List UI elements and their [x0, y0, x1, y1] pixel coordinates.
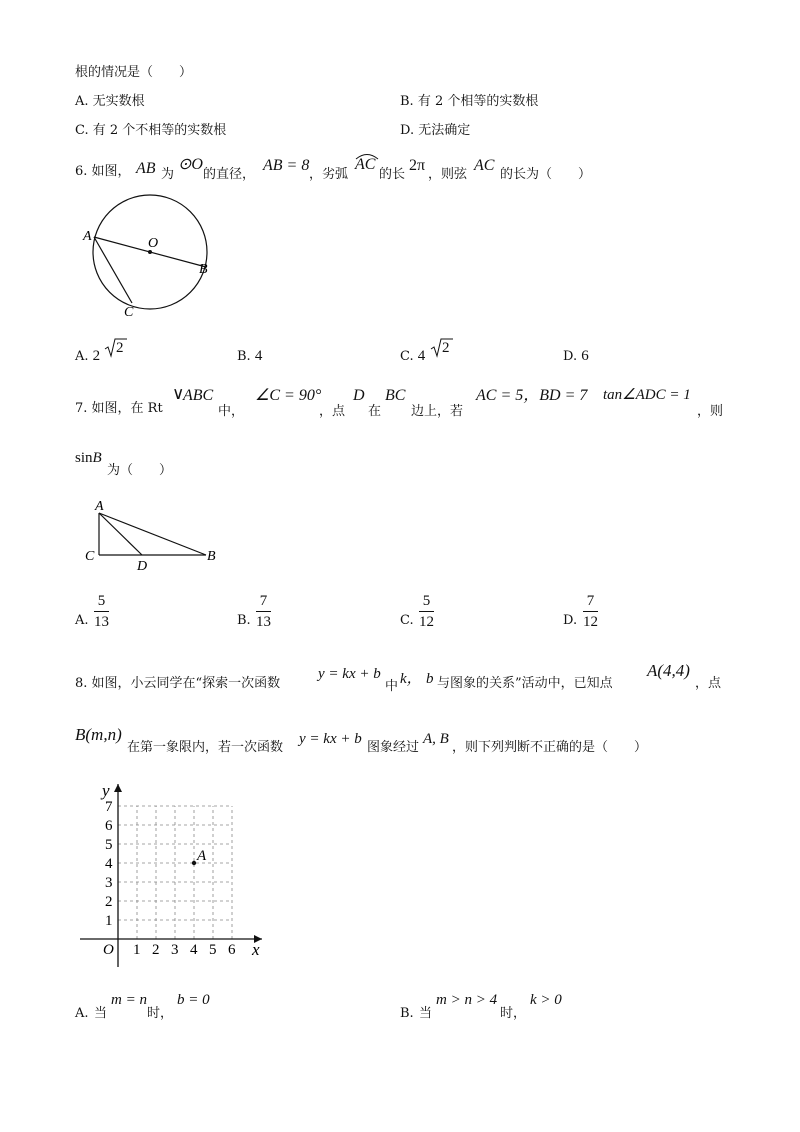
- y-tick-label: 2: [105, 894, 113, 910]
- q7-ac-bd: AC = 5，BD = 7: [476, 387, 588, 404]
- q7-option-a-fraction: 5 13: [94, 593, 109, 630]
- q6-option-d: D. 6: [563, 348, 589, 364]
- q7-option-d-label: D.: [563, 613, 578, 628]
- y-tick-label: 1: [105, 913, 113, 929]
- y-tick-label: 4: [105, 856, 113, 872]
- q7-option-b-fraction: 7 13: [256, 593, 271, 630]
- y-tick-label: 3: [105, 875, 113, 891]
- q8-option-a-pre: 当: [94, 1006, 108, 1021]
- x-tick-label: 2: [152, 942, 160, 958]
- y-tick-label: 7: [105, 799, 113, 815]
- q8-line1-b: 与图象的关系”活动中，已知点: [437, 676, 613, 691]
- q5-option-a: [75, 95, 145, 108]
- option-label: D.: [400, 123, 415, 138]
- label-a: A: [95, 499, 104, 514]
- q7-zai: 在: [368, 404, 382, 419]
- q7-dian: ，点: [319, 404, 346, 419]
- q8-line1-a: 8. 如图，小云同学在“探索一次函数: [75, 676, 281, 691]
- segment-ad: [99, 513, 142, 555]
- q6-circle-o: ⊙O: [178, 156, 203, 173]
- q8-k: k，: [400, 671, 422, 687]
- label-c: C: [124, 305, 134, 320]
- option-text: 有 2 个相等的实数根: [417, 94, 539, 109]
- q6-wei: 为: [161, 167, 175, 182]
- q7-option-d-fraction: 7 12: [583, 593, 598, 630]
- q8-option-b-result: k > 0: [530, 992, 562, 1008]
- option-text: 无法确定: [418, 123, 471, 138]
- q6-circle-figure: [82, 185, 222, 325]
- q7-triangle-figure: [82, 498, 232, 578]
- point-a-label: A: [197, 848, 207, 864]
- option-label: A.: [75, 94, 89, 109]
- point-a-dot: [192, 861, 196, 865]
- q6-stem-tail: 的长为（ ）: [500, 167, 592, 182]
- q7-option-b-label: B.: [237, 613, 251, 628]
- label-b: B: [199, 262, 208, 277]
- q8-b: b: [426, 671, 434, 687]
- q6-option-b: B. 4: [237, 348, 263, 364]
- q8-option-a-condition: m = n: [111, 992, 147, 1008]
- y-tick-label: 6: [105, 818, 113, 834]
- q8-coordinate-grid: [80, 775, 280, 975]
- q5-option-b: [400, 95, 538, 108]
- q7-option-a-label: A.: [75, 613, 89, 628]
- q8-line2-b: 图象经过: [367, 740, 420, 755]
- q7-sinb: sinB: [75, 450, 102, 466]
- q8-line2-c: ，则下列判断不正确的是（ ）: [452, 740, 648, 755]
- x-tick-label: 6: [228, 942, 236, 958]
- option-label: C.: [75, 123, 89, 138]
- q7-number: 7. 如图，在 Rt: [75, 401, 163, 416]
- q6-option-c: C. 4: [400, 348, 426, 364]
- q5-option-c: [75, 124, 226, 137]
- option-text: 无实数根: [92, 94, 145, 109]
- q7-tan: tan∠ADC = 1: [603, 387, 691, 403]
- q7-option-c-fraction: 5 12: [419, 593, 434, 630]
- label-b: B: [207, 549, 216, 564]
- label-a: A: [83, 229, 92, 244]
- label-c: C: [85, 549, 95, 564]
- y-axis-arrow-icon: [114, 784, 122, 792]
- origin-label: O: [103, 942, 114, 958]
- x-tick-label: 4: [190, 942, 198, 958]
- q6-diameter-text: 的直径，: [203, 167, 256, 182]
- y-axis-label: y: [102, 781, 110, 800]
- label-o: O: [148, 236, 159, 251]
- x-tick-label: 5: [209, 942, 217, 958]
- q8-function: y = kx + b: [318, 666, 381, 682]
- q8-point-b: B(m,n): [75, 725, 122, 744]
- q8-function-2: y = kx + b: [299, 731, 362, 747]
- q5-stem-tail: 根的情况是（ ）: [75, 65, 193, 80]
- y-tick-label: 5: [105, 837, 113, 853]
- q6-two-pi: 2π: [409, 157, 426, 174]
- arc-mark-icon: [355, 152, 379, 160]
- q8-line2-a: 在第一象限内，若一次函数: [127, 740, 284, 755]
- q6-ab-equals: AB = 8: [263, 157, 310, 174]
- q8-dian: ，点: [695, 676, 722, 691]
- q8-option-b-pre: 当: [419, 1006, 433, 1021]
- x-tick-label: 3: [171, 942, 179, 958]
- q6-chord-ac: AC: [474, 157, 495, 174]
- option-label: B.: [400, 94, 414, 109]
- label-d: D: [137, 559, 148, 574]
- side-ab: [99, 513, 206, 555]
- q6-number: 6. 如图，: [75, 164, 131, 179]
- q7-zhong: 中，: [218, 404, 245, 419]
- q7-angle-c: ∠C = 90°: [255, 387, 322, 404]
- chord-ac: [94, 237, 132, 303]
- q7-triangle-symbol: ∨: [172, 384, 185, 403]
- q7-point-d: D: [353, 387, 365, 404]
- q6-segment-ab: AB: [136, 160, 156, 177]
- q8-option-a-mid: 时，: [147, 1006, 174, 1021]
- q8-option-b-mid: 时，: [500, 1006, 527, 1021]
- x-tick-label: 1: [133, 942, 141, 958]
- q8-option-a-result: b = 0: [177, 992, 210, 1008]
- q6-arc-ac: AC: [355, 157, 375, 173]
- q6-chord-text: ，则弦: [428, 167, 468, 182]
- q7-ze: ，则: [697, 404, 724, 419]
- q7-bian: 边上，若: [411, 404, 464, 419]
- x-axis-label: x: [252, 940, 260, 959]
- q6-minor-arc-text: ，劣弧: [309, 167, 349, 182]
- option-text: 有 2 个不相等的实数根: [92, 123, 227, 138]
- q7-triangle-abc: ABC: [183, 387, 214, 404]
- q5-option-d: [400, 124, 470, 137]
- q8-option-b-label: B.: [400, 1006, 414, 1021]
- q7-option-c-label: C.: [400, 613, 414, 628]
- q8-option-b-condition: m > n > 4: [436, 992, 498, 1008]
- q8-points-ab: A, B: [423, 731, 449, 747]
- q8-option-a-label: A.: [75, 1006, 89, 1021]
- q8-point-a: A(4,4): [647, 661, 690, 680]
- q6-arc-length-text: 的长: [379, 167, 406, 182]
- q7-segment-bc: BC: [385, 387, 406, 404]
- q6-option-a: A. 2: [75, 348, 101, 364]
- q8-zhong: 中: [385, 679, 399, 694]
- q7-wei: 为（ ）: [107, 463, 173, 478]
